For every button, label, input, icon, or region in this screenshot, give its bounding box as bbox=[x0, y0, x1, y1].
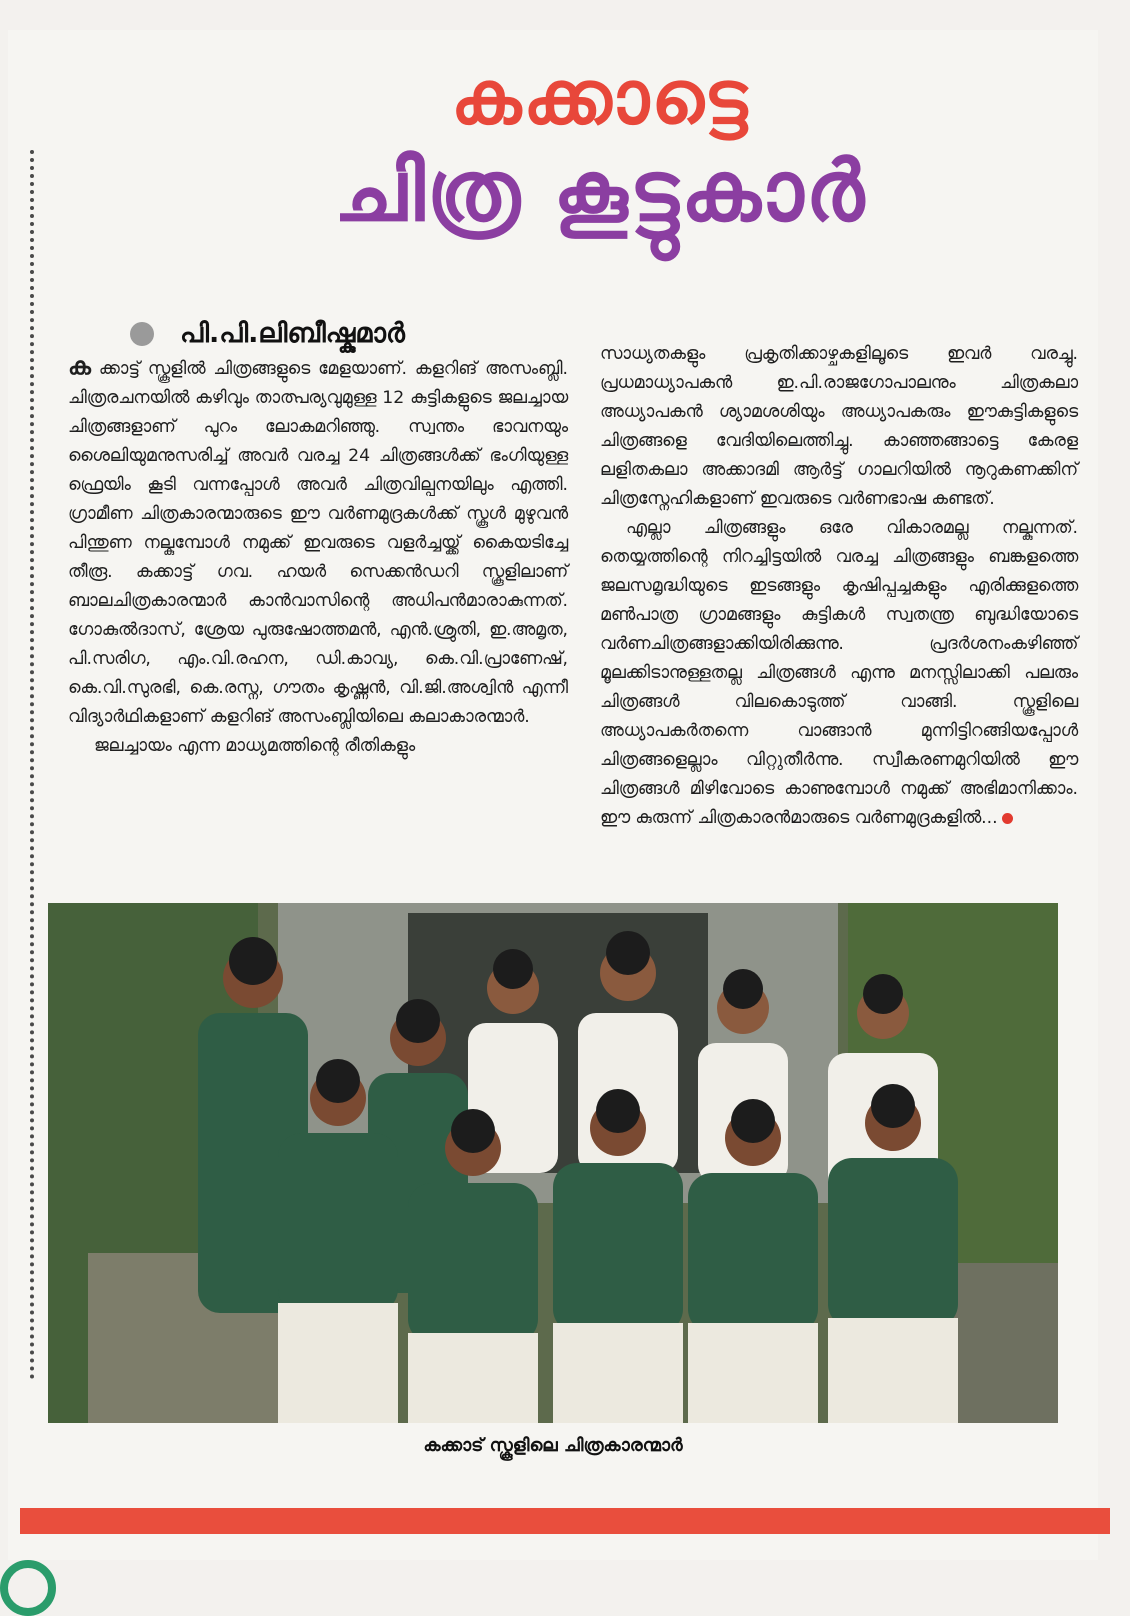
byline bbox=[130, 318, 405, 350]
article-column-right bbox=[600, 340, 1078, 833]
paragraph bbox=[600, 514, 1078, 833]
paragraph-text: ക്കാട്ട് സ്കൂളിൽ ചിത്രങ്ങളുടെ മേളയാണ്. കളറിങ് അസംബ്ലി. ചിത്രരചനയിൽ കഴിവും താത്പര്യവുമുള്ള 12 കുട്ടികളുടെ ജലച്ചായ ചിത്രങ്ങളാണ് പുറം ലോകമറിഞ്ഞു. സ്വന്തം ഭാവനയും ശൈലിയുമനുസരിച്ച് അവർ വരച്ച 24 ചിത്രങ്ങൾക്ക് ഭംഗിയുള്ള ഫ്രെയിം കൂടി വന്നപ്പോൾ അവർ ചിത്രവില്പനയിലും എത്തി. ഗ്രാമീണ ചിത്രകാരന്മാരുടെ ഈ വർണമുദ്രകൾക്ക് സ്കൂൾ മുഴുവൻ പിന്തുണ നല്കുമ്പോൾ നമുക്ക് ഇവരുടെ വളർച്ചയ്ക്ക് കൈയടിച്ചേ തീരൂ. കക്കാട്ട് ഗവ. ഹയർ സെക്കൻഡറി സ്കൂളിലാണ് ബാലചിത്രകാരന്മാർ കാൻവാസിന്റെ അധിപൻമാരാകുന്നത്. ഗോകുൽദാസ്, ശ്രേയ പുരുഷോത്തമൻ, എൻ.ശ്രുതി, ഇ.അമൃത, പി.സരിഗ, എം.വി.രഹന, ഡി.കാവ്യ, കെ.വി.പ്രാണേഷ്, കെ.വി.സുരഭി, കെ.രസ്ന, ഗൗതം കൃഷ്ണൻ, വി.ജി.അശ്വിൻ എന്നീ വിദ്യാർഥികളാണ് കളറിങ് അസംബ്ലിയിലെ കലാകാരന്മാർ. bbox=[68, 359, 568, 727]
paragraph-text: സാധ്യതകളും പ്രകൃതിക്കാഴ്ചകളിലൂടെ ഇവർ വരച്ചു. പ്രധമാധ്യാപകൻ ഇ.പി.രാജഗോപാലനും ചിത്രകലാ അധ്യാപകൻ ശ്യാമശശിയും അധ്യാപകരും ഈകുട്ടികളുടെ ചിത്രങ്ങളെ വേദിയിലെത്തിച്ചു. കാഞ്ഞങ്ങാട്ടെ കേരള ലളിതകലാ അക്കാദമി ആർട്ട് ഗാലറിയിൽ നൂറുകണക്കിന് ചിത്രസ്നേഹികളാണ് ഇവരുടെ വർണഭാഷ കണ്ടത്. bbox=[600, 344, 1078, 509]
headline-line-1: കക്കാട്ടെ bbox=[450, 55, 750, 141]
accent-bar bbox=[20, 1508, 1110, 1534]
drop-cap: ക bbox=[68, 352, 91, 380]
paragraph-text: ജലച്ചായം എന്ന മാധ്യമത്തിന്റെ രീതികളും bbox=[94, 736, 416, 756]
paragraph-text: എല്ലാ ചിത്രങ്ങളും ഒരേ വികാരമല്ല നല്കുന്നത്. തെയ്യത്തിന്റെ നിറച്ചിട്ടയിൽ വരച്ച ചിത്രങ്ങളും ബങ്കളത്തെ ജലസമൃദ്ധിയുടെ ഇടങ്ങളും കൃഷിപ്പച്ചകളും എരിക്കുളത്തെ മൺപാത്ര ഗ്രാമങ്ങളും കുട്ടികൾ സ്വതന്ത്ര ബുദ്ധിയോടെ വർണചിത്രങ്ങളാക്കിയിരിക്കുന്നു. പ്രദർശനംകഴിഞ്ഞ് മൂലക്കിടാനുള്ളതല്ല ചിത്രങ്ങൾ എന്നു മനസ്സിലാക്കി പലരും ചിത്രങ്ങൾ വിലകൊടുത്ത് വാങ്ങി. സ്കൂളിലെ അധ്യാപകർതന്നെ വാങ്ങാൻ മുന്നിട്ടിറങ്ങിയപ്പോൾ ചിത്രങ്ങളെല്ലാം വിറ്റുതീർന്നു. സ്വീകരണമുറിയിൽ ഈ ചിത്രങ്ങൾ മിഴിവോടെ കാണുമ്പോൾ നമുക്ക് അഭിമാനിക്കാം. ഈ കുരുന്ന് ചിത്രകാരൻമാരുടെ വർണമുദ്രകളിൽ... bbox=[600, 518, 1078, 828]
headline bbox=[160, 55, 1040, 241]
article-column-left bbox=[68, 352, 568, 761]
headline-line-2: ചിത്ര കൂട്ടുകാർ bbox=[333, 142, 867, 240]
photo-caption: കക്കാട് സ്കൂളിലെ ചിത്രകാരന്മാർ bbox=[423, 1435, 683, 1456]
logo-icon bbox=[0, 1560, 56, 1616]
author-name: പി.പി.ലിബീഷ്കുമാർ bbox=[180, 318, 405, 349]
end-mark-icon bbox=[1002, 813, 1013, 824]
column-divider bbox=[30, 150, 34, 1380]
group-photo-illustration bbox=[48, 903, 1058, 1423]
group-photo bbox=[48, 903, 1058, 1423]
paragraph bbox=[600, 340, 1078, 514]
paragraph bbox=[68, 732, 568, 761]
bullet-icon bbox=[130, 322, 154, 346]
paragraph bbox=[68, 352, 568, 732]
